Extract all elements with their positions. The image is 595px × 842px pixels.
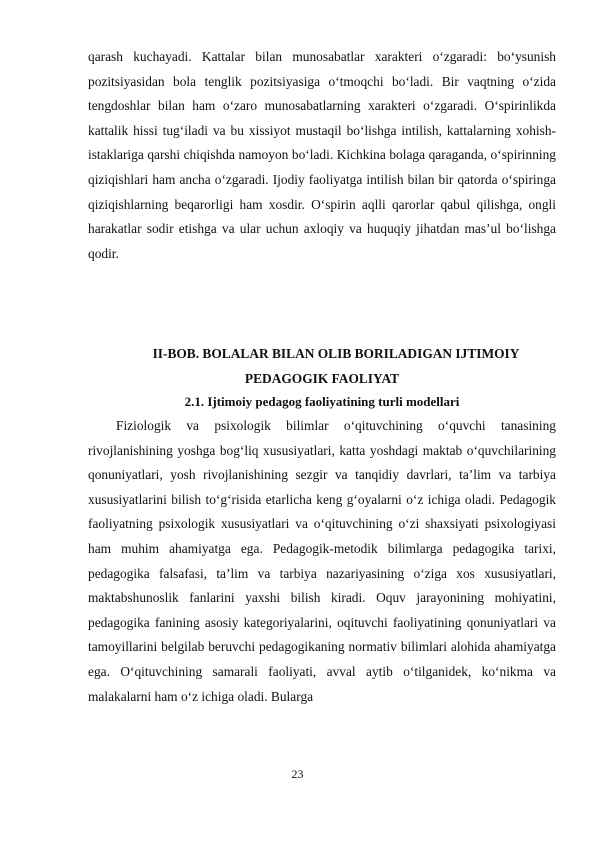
section-heading: 2.1. Ijtimoiy pedagog faoliyatining turli modellari xyxy=(184,394,460,409)
chapter-heading-line-1: II-BOB. BOLALAR BILAN OLIB BORILADIGAN IJTIMOIY xyxy=(152,346,520,361)
chapter-heading xyxy=(88,342,556,392)
paragraph-section-intro: Fiziologik va psixologik bilimlar o‘qituvchining o‘quvchi tanasining rivojlanishining yoshga bog‘liq xususiyatlari, katta yoshdagi maktab o‘quvchilarining qonuniyatlari, yosh rivojlanishining sezgir va tanqidiy davrlari, ta’lim va tarbiya xususiyatlarini bilish to‘g‘risida etarlicha keng g‘oyalarni o‘z ichiga oladi. Pedagogik faoliyatning psixologik xususiyatlari va o‘qituvchining o‘zi shaxsiyati psixologiyasi ham muhim ahamiyatga ega. Pedagogik-metodik bilimlarga pedagogika tarixi, pedagogika falsafasi, ta’lim va tarbiya nazariyasining o‘ziga xos xususiyatlari, maktabshunoslik fanlarini yaxshi bilish kiradi. Oquv jarayonining mohiyatini, pedagogika fanining asosiy kategoriyalarini, oqituvchi faoliyatining qonuniyatlari va tamoyillarini belgilab beruvchi pedagogikaning normativ bilimlari alohida ahamiyatga ega. O‘qituvchining samarali faoliyati, avval aytib o‘tilganidek, ko‘nikma va malakalarni ham o‘z ichiga oladi. Bularga xyxy=(88,418,556,704)
chapter-heading-line-2: PEDAGOGIK FAOLIYAT xyxy=(244,370,400,386)
paragraph-continuation: qarash kuchayadi. Kattalar bilan munosabatlar xarakteri o‘zgaradi: bo‘ysunish pozitsiyasidan bola tenglik pozitsiyasiga o‘tmoqchi bo‘ladi. Bir vaqtning o‘zida tengdoshlar bilan ham o‘zaro munosabatlarning xarakteri o‘zgaradi. O‘spirinlikda kattalik hissi tug‘iladi va bu xissiyot mustaqil bo‘lishga intilish, kattalarning xohish-istaklariga qarshi chiqishda namoyon bo‘ladi. Kichkina bolaga qaraganda, o‘spirinning qiziqishlari ham ancha o‘zgaradi. Ijodiy faoliyatga intilish bilan bir qatorda o‘spiringa qiziqishlarning beqarorligi ham xosdir. O‘spirin aqlli qarorlar qabul qilishga, ongli harakatlar sodir etishga va ular uchun axloqiy va huquqiy jihatdan mas’ul bo‘lishga qodir. xyxy=(88,49,556,261)
page-number: 23 xyxy=(291,767,304,781)
body-text-top xyxy=(88,45,556,266)
body-text-bottom xyxy=(88,414,556,709)
